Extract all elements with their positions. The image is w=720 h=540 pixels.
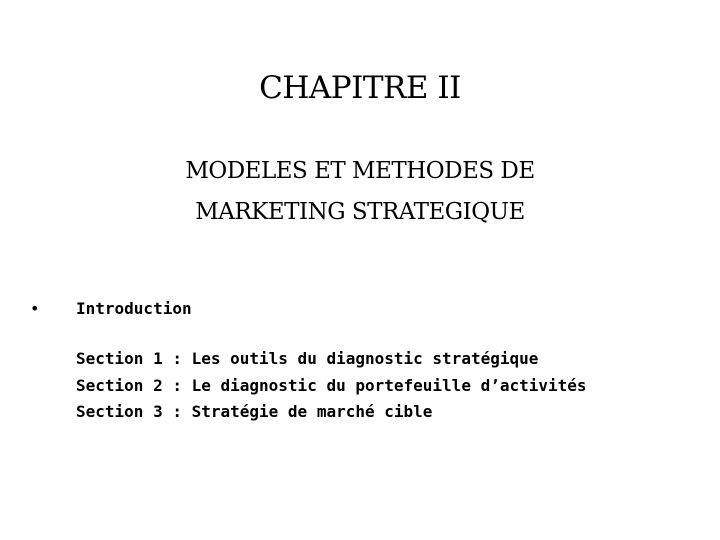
section-2-item: Section 2 : Le diagnostic du portefeuille d’activités: [76, 376, 587, 395]
introduction-item: Introduction: [76, 299, 192, 318]
bullet-marker: •: [30, 299, 40, 318]
subtitle-line-1: MODELES ET METHODES DE: [185, 158, 535, 184]
section-3-item: Section 3 : Stratégie de marché cible: [76, 402, 433, 421]
section-1-item: Section 1 : Les outils du diagnostic stratégique: [76, 349, 539, 368]
chapter-title: CHAPITRE II: [259, 70, 461, 106]
subtitle-line-2: MARKETING STRATEGIQUE: [195, 199, 525, 225]
